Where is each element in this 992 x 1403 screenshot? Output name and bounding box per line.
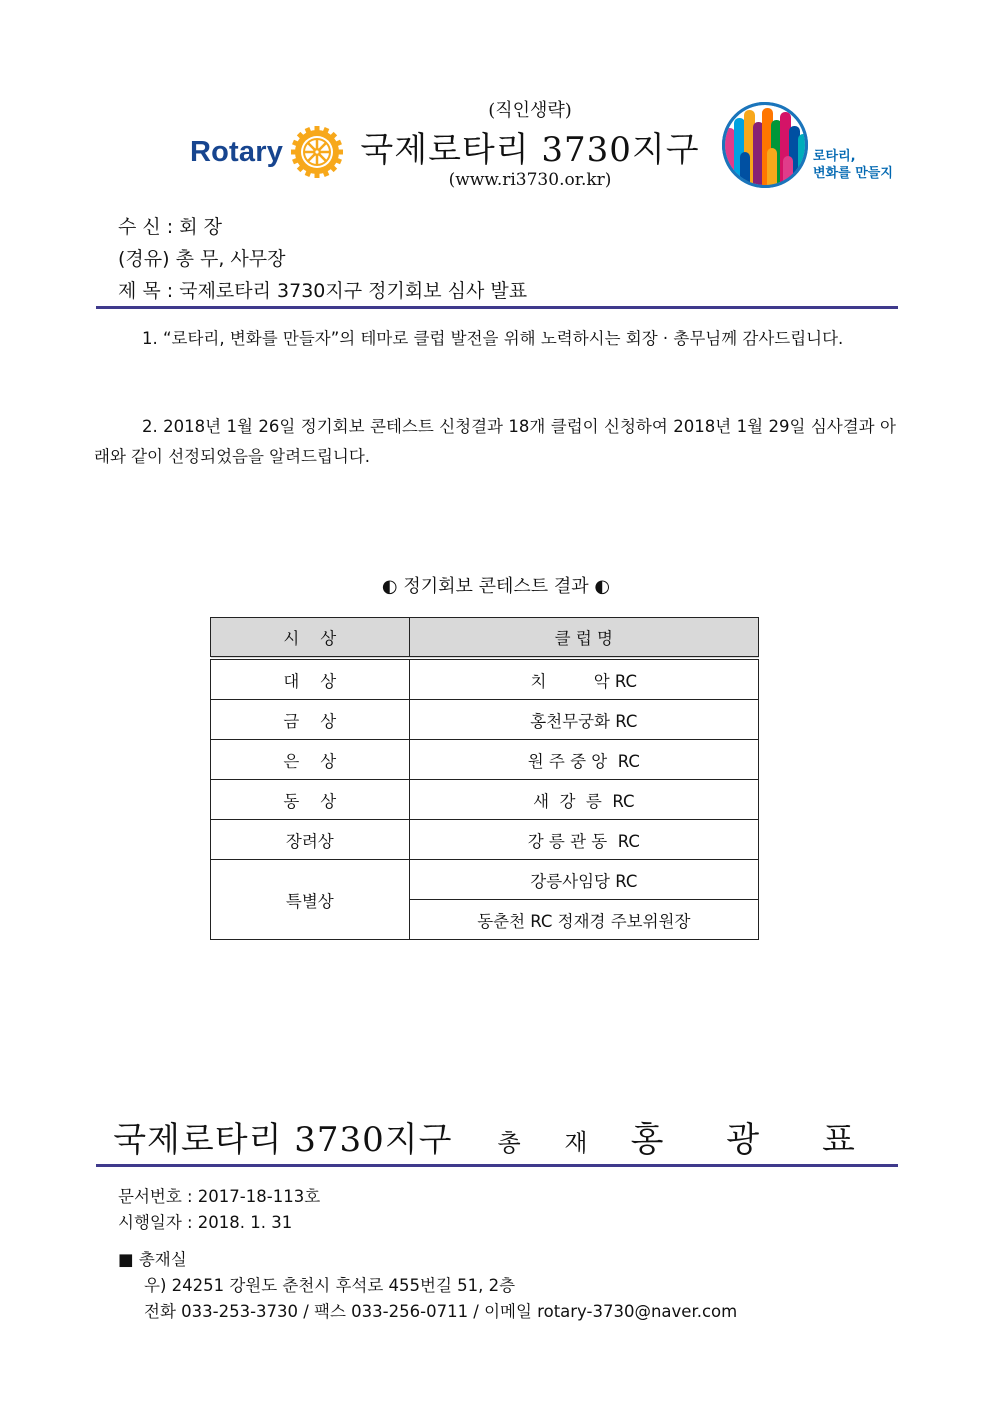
document-number: 문서번호 : 2017-18-113호 bbox=[118, 1187, 321, 1206]
footer-divider bbox=[96, 1164, 898, 1167]
sender-name: 홍 광 표 bbox=[630, 1120, 881, 1160]
paragraph-2: 2. 2018년 1월 26일 정기회보 콘테스트 신청결과 18개 클럽이 신청하여 2018년 1월 29일 심사결과 아래와 같이 선정되었음을 알려드립니다. bbox=[94, 417, 896, 466]
theme-text-line-1: 로타리, bbox=[813, 149, 856, 164]
website-url: (www.ri3730.or.kr) bbox=[448, 170, 612, 190]
table-row bbox=[211, 740, 759, 780]
rotary-wordmark: Rotary bbox=[190, 135, 284, 168]
office-address: 우) 24251 강원도 춘천시 후석로 455번길 51, 2층 bbox=[144, 1276, 516, 1295]
table-row bbox=[211, 700, 759, 740]
theme-logo-text bbox=[813, 148, 893, 182]
club-cell: 홍천무궁화 RC bbox=[409, 700, 758, 740]
results-table bbox=[210, 617, 759, 940]
theme-logo-icon bbox=[720, 100, 810, 190]
issue-date: 시행일자 : 2018. 1. 31 bbox=[118, 1213, 293, 1232]
award-cell: 금 상 bbox=[211, 700, 410, 740]
via-line: (경유) 총 무, 사무장 bbox=[118, 248, 286, 270]
office-name: ■ 총재실 bbox=[118, 1250, 187, 1269]
award-cell: 대 상 bbox=[211, 658, 410, 700]
recipient-line: 수 신 : 회 장 bbox=[118, 216, 222, 238]
column-header-award: 시 상 bbox=[211, 618, 410, 659]
office-contact: 전화 033-253-3730 / 팩스 033-256-0711 / 이메일 rotary-3730@naver.com bbox=[144, 1302, 738, 1321]
rotary-wheel-icon bbox=[289, 124, 345, 180]
club-cell: 새 강 릉 RC bbox=[409, 780, 758, 820]
club-cell: 동춘천 RC 정재경 주보위원장 bbox=[409, 900, 758, 940]
subject-line: 제 목 : 국제로타리 3730지구 정기회보 심사 발표 bbox=[118, 280, 528, 302]
table-row bbox=[211, 860, 759, 900]
award-cell: 은 상 bbox=[211, 740, 410, 780]
award-cell-special: 특별상 bbox=[211, 860, 410, 940]
club-cell: 원 주 중 앙 RC bbox=[409, 740, 758, 780]
sender-signature bbox=[96, 1112, 898, 1161]
table-header-row bbox=[211, 618, 759, 659]
club-cell: 치 악 RC bbox=[409, 658, 758, 700]
award-cell: 장려상 bbox=[211, 820, 410, 860]
table-row bbox=[211, 780, 759, 820]
club-cell: 강릉사임당 RC bbox=[409, 860, 758, 900]
district-title: 국제로타리 3730지구 bbox=[360, 130, 700, 170]
results-heading: ◐ 정기회보 콘테스트 결과 ◐ bbox=[381, 576, 611, 597]
column-header-club: 클 럽 명 bbox=[409, 618, 758, 659]
sender-org: 국제로타리 3730지구 bbox=[113, 1120, 453, 1160]
award-cell: 동 상 bbox=[211, 780, 410, 820]
table-row bbox=[211, 820, 759, 860]
header-divider bbox=[96, 306, 898, 309]
sender-role: 총 재 bbox=[497, 1129, 606, 1157]
club-cell: 강 릉 관 동 RC bbox=[409, 820, 758, 860]
seal-omitted-note: (직인생략) bbox=[488, 100, 572, 121]
rotary-logo bbox=[190, 124, 345, 180]
theme-text-line-2: 변화를 만들지 bbox=[813, 166, 893, 181]
table-row bbox=[211, 658, 759, 700]
paragraph-1: 1. “로타리, 변화를 만들자”의 테마로 클럽 발전을 위해 노력하시는 회장 · 총무님께 감사드립니다. bbox=[142, 329, 844, 348]
